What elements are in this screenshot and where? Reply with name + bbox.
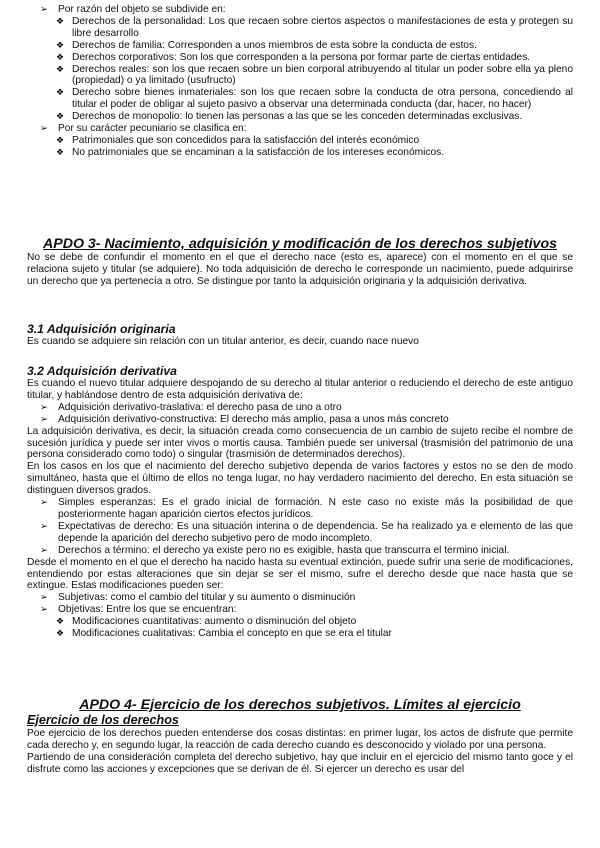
- arrow-bullet-icon: ➢: [40, 520, 48, 532]
- arrow-bullet-icon: ➢: [40, 604, 48, 616]
- list-item: [27, 16, 573, 40]
- diamond-bullet-icon: ❖: [56, 628, 65, 639]
- apdo3-section: [27, 236, 573, 288]
- apdo4-para2: Partiendo de una consideración completa del derecho subjetivo, hay que incluir en el ejercicio del mismo tanto goce y el disfrute como las acciones y excepciones que se derivan de él. Si ejercer un derecho es usar del: [27, 751, 573, 775]
- apdo4-para1: Poe ejercicio de los derechos pueden entenderse dos cosas distintas: en primer lugar, los actos de disfrute que permite cada derecho y, en segundo lugar, la reacción de cada derecho cuando es desconocido y violado por una persona.: [27, 728, 573, 751]
- arrow-bullet-icon: ➢: [40, 123, 48, 135]
- list-item: [27, 87, 573, 111]
- classification-list: [27, 4, 573, 159]
- list-item: [27, 52, 573, 64]
- diamond-bullet-icon: ❖: [56, 51, 65, 62]
- list-item-text: Derechos corporativos: Son los que corresponden a la persona por formar parte de ciertas entidades.: [72, 51, 531, 63]
- list-item: [27, 616, 573, 628]
- list-item-text: Modificaciones cualitativas: Cambia el concepto en que se era el titular: [72, 628, 392, 640]
- section-3-2: [27, 364, 573, 640]
- modifications-list: [27, 592, 573, 640]
- list-item-text: Adquisición derivativo-constructiva: El derecho más amplio, pasa a unos más concreto: [58, 413, 449, 425]
- list-item: [27, 402, 573, 414]
- list-item-text: Derechos de la personalidad: Los que recaen sobre ciertos aspectos o manifestaciones de esta y protegen su libre desarrollo: [72, 15, 573, 39]
- section-3-2-para2: La adquisición derivativa, es decir, la situación creada como consecuencia de un cambio de sujeto recibe el nombre de sucesión jurídica y puede ser inter vivos o mortis causa. También puede ser universal (trasmisión del patrimonio de una persona considerado como todo) o singular (trasmisión de determinados derechos).: [27, 425, 573, 461]
- apdo4-section: [27, 697, 573, 776]
- list-item: [27, 521, 573, 545]
- list-item: [27, 497, 573, 521]
- list-item-text: Patrimoniales que son concedidos para la satisfacción del interés económico: [72, 134, 420, 146]
- section-3-1: [27, 322, 573, 348]
- diamond-bullet-icon: ❖: [56, 111, 65, 122]
- section-3-2-intro: Es cuando el nuevo titular adquiere despojando de su derecho al titular anterior o reduciendo el derecho de este antiguo titular, y hablándose dentro de esta adquisición derivativa de:: [27, 378, 573, 401]
- arrow-bullet-icon: ➢: [40, 544, 48, 556]
- arrow-bullet-icon: ➢: [40, 4, 48, 15]
- diamond-bullet-icon: ❖: [56, 616, 65, 627]
- diamond-bullet-icon: ❖: [56, 39, 65, 50]
- list-item-text: Modificaciones cuantitativas: aumento o disminución del objeto: [72, 616, 357, 628]
- list-item: [27, 592, 573, 604]
- list-item-text: Adquisición derivativo-traslativa: el derecho pasa de uno a otro: [58, 401, 342, 413]
- list-item: [27, 135, 573, 147]
- list-item-text: Subjetivas: como el cambio del titular y su aumento o disminución: [58, 592, 356, 604]
- arrow-bullet-icon: ➢: [40, 592, 48, 604]
- list-item: [27, 628, 573, 640]
- derivative-types-list: [27, 402, 573, 426]
- diamond-bullet-icon: ❖: [56, 146, 65, 157]
- list-item: [27, 111, 573, 123]
- arrow-bullet-icon: ➢: [40, 497, 48, 509]
- section-3-2-heading: 3.2 Adquisición derivativa: [27, 364, 177, 378]
- apdo4-subheading: Ejercicio de los derechos: [27, 713, 179, 727]
- list-item-text: No patrimoniales que se encaminan a la satisfacción de los intereses económicos.: [72, 146, 445, 158]
- section-3-2-para3: En los casos en los que el nacimiento del derecho subjetivo dependa de varios factores y estos no se den de modo simultáneo, hasta que el último de ellos no tenga lugar, no hay verdadero nacimiento del derecho. En esta situación se distinguen diversos grados.: [27, 461, 573, 497]
- list-item: [27, 545, 573, 557]
- list-item-text: Por razón del objeto se subdivide en:: [58, 4, 226, 15]
- list-item-text: Derechos reales: son los que recaen sobre un bien corporal atribuyendo al titular un poder sobre ella ya pleno (propiedad) o ya limitado (usufructo): [72, 63, 573, 87]
- list-item-text: Derechos a término: el derecho ya existe pero no es exigible, hasta que transcurra el termino inicial.: [58, 544, 510, 556]
- arrow-bullet-icon: ➢: [40, 401, 48, 413]
- apdo3-title: APDO 3- Nacimiento, adquisición y modificación de los derechos subjetivos: [42, 236, 558, 252]
- apdo3-intro: No se debe de confundir el momento en el que el derecho nace (esto es, aparece) con el momento en el que se relaciona sujeto y titular (se adquiere). No toda adquisición de derecho le corresponde un nacimiento, puede adquirirse un derecho que ya pertenecía a otro. Se distingue por tanto la adquisición originaria y la adquisición derivativa.: [27, 252, 573, 287]
- apdo4-title: APDO 4- Ejercicio de los derechos subjetivos. Límites al ejercicio: [79, 697, 521, 713]
- diamond-bullet-icon: ❖: [56, 134, 65, 145]
- arrow-bullet-icon: ➢: [40, 413, 48, 425]
- list-item-text: Expectativas de derecho: Es una situación interina o de dependencia. Se ha realizado ya e elemento de las que depende la aparición del derecho subjetivo pero de modo incompleto.: [58, 520, 573, 544]
- list-item: [27, 123, 573, 135]
- diamond-bullet-icon: ❖: [56, 15, 65, 26]
- section-3-1-text: Es cuando se adquiere sin relación con un titular anterior, es decir, cuando nace nuevo: [27, 336, 419, 347]
- list-item-text: Derecho sobre bienes inmateriales: son los que recaen sobre la conducta de otra persona, concediendo al titular el poder de obligar al sujeto pasivo a observar una determinada conducta (dar, hacer, no hacer): [72, 87, 573, 111]
- list-item: [27, 147, 573, 159]
- list-item: [27, 414, 573, 426]
- section-3-2-para4: Desde el momento en el que el derecho ha nacido hasta su eventual extinción, puede sufrir una serie de modificaciones, entendiendo por estas alteraciones que sin dejar se ser el mismo, sufre el derecho desde que nace hasta que se extingue. Estas modificaciones pueden ser:: [27, 556, 573, 592]
- list-item-text: Derechos de familia: Corresponden a unos miembros de esta sobre la conducta de estos.: [72, 39, 477, 51]
- list-item-text: Simples esperanzas: Es el grado inicial de formación. N este caso no existe más la posibilidad de que posteriormente hagan aparición ciertos efectos jurídicos.: [58, 497, 573, 520]
- list-item: [27, 604, 573, 616]
- list-item-text: Por su carácter pecuniario se clasifica en:: [58, 123, 247, 135]
- list-item-text: Derechos de monopolio: lo tienen las personas a las que se les conceden determinadas exclusivas.: [72, 111, 523, 123]
- section-3-1-heading: 3.1 Adquisición originaria: [27, 322, 176, 336]
- list-item: [27, 64, 573, 88]
- diamond-bullet-icon: ❖: [56, 87, 65, 98]
- list-item: [27, 40, 573, 52]
- list-item-text: Objetivas: Entre los que se encuentran:: [58, 604, 237, 616]
- list-item: [27, 4, 573, 16]
- formation-degrees-list: [27, 497, 573, 557]
- diamond-bullet-icon: ❖: [56, 63, 65, 74]
